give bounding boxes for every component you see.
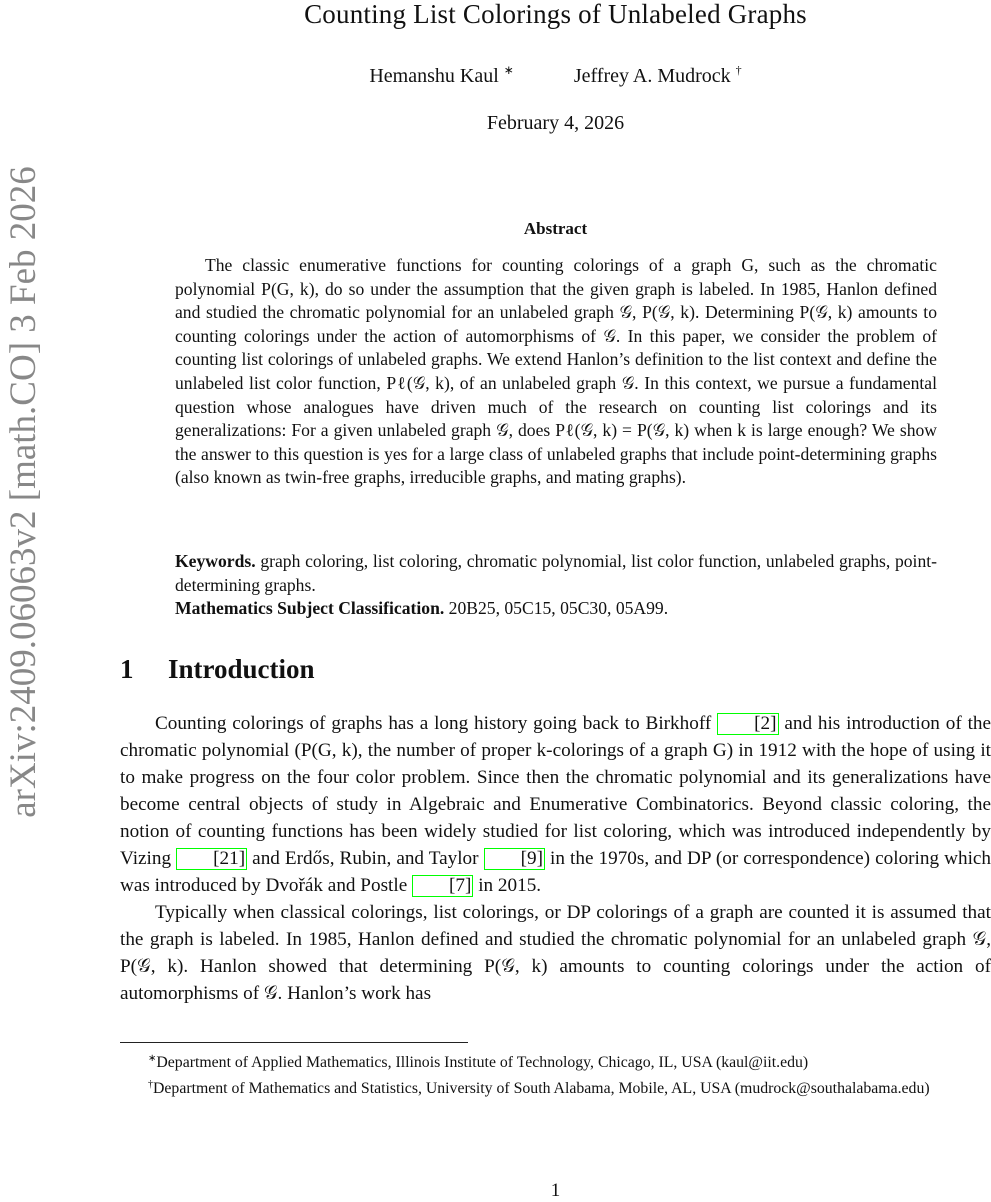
section-number: 1 bbox=[120, 654, 134, 684]
author-name: Hemanshu Kaul bbox=[369, 65, 499, 87]
intro-text: in 2015. bbox=[478, 875, 542, 896]
abstract-body: The classic enumerative functions for counting colorings of a graph G, such as the chromatic polynomial P(G, k), do so under the assumption that the given graph is labeled. In 1985, Hanlon defined and studied the chromatic polynomial for an unlabeled graph 𝒢, P(𝒢, k). Determining P(𝒢, k) amounts to counting colorings under the action of automorphisms of 𝒢. In this paper, we consider the problem of counting list colorings of unlabeled graphs. We extend Hanlon’s definition to the list context and define the unlabeled list color function, Pℓ(𝒢, k), of an unlabeled graph 𝒢. In this context, we pursue a fundamental question whose analogues have driven much of the research on counting list colorings and its generalizations: For a given unlabeled graph 𝒢, does Pℓ(𝒢, k) = P(𝒢, k) when k is large enough? We show the answer to this question is yes for a large class of unlabeled graphs that include point-determining graphs (also known as twin-free graphs, irreducible graphs, and mating graphs). bbox=[175, 255, 937, 488]
intro-paragraph-2: Typically when classical colorings, list colorings, or DP colorings of a graph are counted it is assumed that the graph is labeled. In 1985, Hanlon defined and studied the chromatic polynomial for an unlabeled graph 𝒢, P(𝒢, k). Hanlon showed that determining P(𝒢, k) amounts to counting colorings under the action of automorphisms of 𝒢. Hanlon’s work has bbox=[120, 902, 991, 1004]
section-title: Introduction bbox=[168, 654, 315, 684]
citation-link-21[interactable]: [21] bbox=[176, 848, 247, 870]
author-mudrock bbox=[574, 63, 742, 88]
footnote-kaul bbox=[120, 1048, 991, 1074]
abstract-heading: Abstract bbox=[523, 219, 588, 238]
keywords-label: Keywords. bbox=[175, 551, 256, 571]
footnote-mark: ∗ bbox=[148, 1053, 157, 1064]
intro-text: and his introduction of the chromatic polynomial (P(G, k), the number of proper k-colorings of a graph G) in 1912 with the hope of using it to make progress on the four color problem. Since then the chromatic polynomial and its generalizations have become central objects of study in Algebraic and Enumerative Combinatorics. Beyond classic coloring, the notion of counting functions has been widely studied for list coloring, which was introduced independently by Vizing bbox=[120, 713, 991, 869]
msc-label: Mathematics Subject Classification. bbox=[175, 598, 445, 619]
author-kaul bbox=[369, 63, 513, 88]
footnote-text: Department of Mathematics and Statistics, University of South Alabama, Mobile, AL, USA (mudrock@southalabama.edu) bbox=[153, 1079, 930, 1097]
author-name: Jeffrey A. Mudrock bbox=[573, 65, 731, 87]
footnote-mudrock bbox=[120, 1074, 991, 1100]
intro-text: and Erdős, Rubin, and Taylor bbox=[252, 848, 479, 869]
keywords-text: graph coloring, list coloring, chromatic polynomial, list color function, unlabeled graphs, point-determining graphs. bbox=[175, 551, 937, 595]
citation-link-9[interactable]: [9] bbox=[484, 848, 545, 870]
intro-text: in the 1970s, and DP (or correspondence) coloring which was introduced by Dvořák and Postle bbox=[120, 848, 991, 896]
keywords-block bbox=[175, 550, 937, 621]
intro-paragraph-1 bbox=[120, 710, 991, 899]
author-list bbox=[120, 63, 991, 88]
citation-link-2[interactable]: [2] bbox=[717, 713, 778, 735]
footnote-mark: † bbox=[148, 1078, 153, 1090]
page-number: 1 bbox=[550, 1180, 561, 1201]
msc-text: 20B25, 05C15, 05C30, 05A99. bbox=[448, 598, 669, 619]
author-footnote-mark: ∗ bbox=[503, 63, 514, 77]
paper-title: Counting List Colorings of Unlabeled Graphs bbox=[304, 0, 807, 29]
section-heading-introduction bbox=[120, 654, 315, 685]
footnote-rule bbox=[120, 1042, 468, 1043]
citation-link-7[interactable]: [7] bbox=[412, 875, 473, 897]
intro-text: Counting colorings of graphs has a long history going back to Birkhoff bbox=[155, 713, 712, 734]
paper-date: February 4, 2026 bbox=[486, 112, 625, 134]
footnotes bbox=[120, 1048, 991, 1099]
footnote-text: Department of Applied Mathematics, Illinois Institute of Technology, Chicago, IL, USA (kaul@iit.edu) bbox=[156, 1054, 809, 1071]
author-footnote-mark: † bbox=[735, 63, 742, 77]
introduction-body bbox=[120, 710, 991, 1007]
arxiv-identifier-stamp: arXiv:2409.06063v2 [math.CO] 3 Feb 2026 bbox=[3, 166, 44, 818]
